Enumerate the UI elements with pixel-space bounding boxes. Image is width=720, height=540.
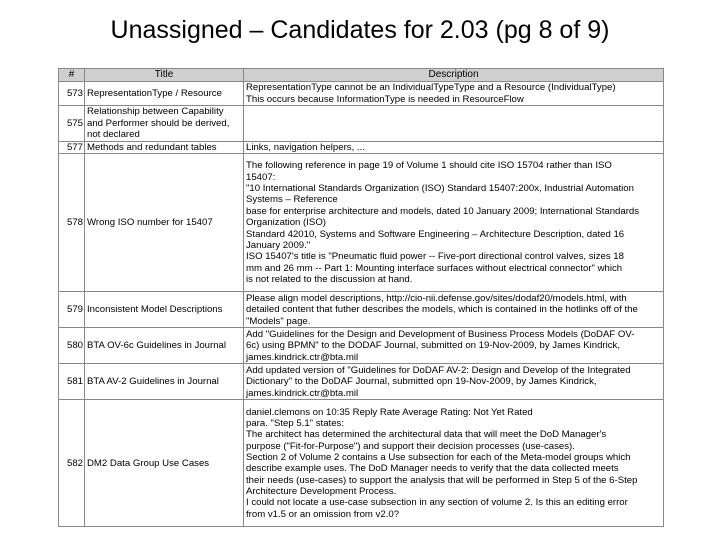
row-description (244, 82, 664, 106)
description-line: Organization (ISO) (246, 217, 326, 229)
title-line: RepresentationType / Resource (87, 87, 222, 99)
row-description (244, 154, 664, 292)
description-line: Add updated version of "Guidelines for DoDAF AV-2: Design and Develop of the Integrated (246, 364, 631, 376)
table-row (59, 328, 664, 364)
description-line: ISO 15407's title is "Pneumatic fluid power -- Five-port directional control valves, sizes 18 (246, 251, 624, 263)
row-description (244, 292, 664, 328)
row-title (85, 82, 244, 106)
row-description (244, 328, 664, 364)
row-title (85, 328, 244, 364)
description-line: 15407: (246, 171, 276, 183)
title-line: Wrong ISO number for 15407 (87, 217, 213, 229)
description-line: their needs (use-cases) to support the analysis that will be performed in Step 5 of the 6-Step (246, 474, 638, 486)
description-line: base for enterprise architecture and models, dated 10 January 2009; International Standards (246, 205, 640, 217)
row-title (85, 292, 244, 328)
description-line: 6c) using BPMN" to the DODAF Journal, submitted on 19-Nov-2009, by James Kindrick, (246, 340, 620, 352)
header-description: Description (244, 69, 664, 82)
description-line: The architect has determined the architectural data that will meet the DoD Manager's (246, 429, 607, 441)
table-row (59, 292, 664, 328)
description-line: from v1.5 or an omission from v2.0? (246, 508, 400, 520)
row-number: 573 (59, 82, 85, 106)
description-line: Architecture Development Process. (246, 486, 397, 498)
description-line: RepresentationType cannot be an IndividualTypeType and a Resource (IndividualType) (246, 82, 616, 94)
table-row (59, 142, 664, 154)
description-line: I could not locate a use-case subsection in any section of volume 2. Is this an editing error (246, 497, 628, 509)
row-number: 582 (59, 400, 85, 527)
table-body (59, 82, 664, 527)
title-line: Inconsistent Model Descriptions (87, 304, 223, 316)
candidates-table (58, 68, 664, 527)
row-description (244, 400, 664, 527)
description-line: The following reference in page 19 of Volume 1 should cite ISO 15704 rather than ISO (246, 160, 612, 172)
row-title (85, 364, 244, 400)
table-row (59, 154, 664, 292)
description-line: purpose ("Fit-for-Purpose") and support their decision processes (use-cases). (246, 440, 575, 452)
row-title (85, 154, 244, 292)
table-row (59, 400, 664, 527)
row-description (244, 364, 664, 400)
description-line: Systems – Reference (246, 194, 338, 206)
row-number: 580 (59, 328, 85, 364)
header-title: Title (85, 69, 244, 82)
row-description (244, 142, 664, 154)
description-line: mm and 26 mm -- Part 1: Mounting interface surfaces without electrical connector" which (246, 262, 623, 274)
row-title (85, 400, 244, 527)
title-line: and Performer should be derived, (87, 117, 230, 129)
row-title (85, 106, 244, 142)
row-number: 579 (59, 292, 85, 328)
title-line: Methods and redundant tables (87, 142, 217, 153)
description-line: is not related to the discussion at hand. (246, 273, 413, 285)
row-title (85, 142, 244, 154)
description-line: Links, navigation helpers, ... (246, 142, 365, 153)
title-line: DM2 Data Group Use Cases (87, 457, 210, 469)
description-line: This occurs because InformationType is needed in ResourceFlow (246, 93, 524, 105)
row-number: 581 (59, 364, 85, 400)
table-row (59, 106, 664, 142)
description-line: james.kindrick.ctr@bta.mil (246, 387, 359, 399)
description-line: January 2009." (246, 239, 311, 251)
description-line: "Models" page. (246, 315, 311, 327)
header-number: # (59, 69, 85, 82)
row-number: 578 (59, 154, 85, 292)
slide-title: Unassigned – Candidates for 2.03 (pg 8 of 9) (110, 16, 610, 44)
description-line: Section 2 of Volume 2 contains a Use subsection for each of the Meta-model groups which (246, 452, 631, 463)
row-description (244, 106, 664, 142)
title-line: not declared (87, 129, 140, 141)
description-line: daniel.clemons on 10:35 Reply Rate Average Rating: Not Yet Rated (246, 406, 533, 418)
title-line: BTA OV-6c Guidelines in Journal (87, 340, 227, 352)
description-line: Please align model descriptions, http://cio-nii.defense.gov/sites/dodaf20/models.html, with (246, 292, 627, 304)
description-line: detailed content that futher describes the models, which is contained in the hotlinks off of the (246, 304, 638, 316)
title-line: Relationship between Capability (87, 106, 224, 118)
description-line: describe example uses. The DoD Manager needs to verify that the data collected meets (246, 463, 619, 475)
description-line: Add "Guidelines for the Design and Development of Business Process Models (DoDAF OV- (246, 328, 635, 340)
description-line: "10 International Standards Organization (ISO) Standard 15407:200x, Industrial Automation (246, 183, 634, 195)
description-line: Dictionary" to the DoDAF Journal, submitted opn 19-Nov-2009, by James Kindrick, (246, 376, 597, 388)
row-number: 577 (59, 142, 85, 154)
row-number: 575 (59, 106, 85, 142)
description-line: james.kindrick.ctr@bta.mil (246, 351, 359, 363)
description-line: para. "Step 5.1" states: (246, 417, 345, 429)
table-row (59, 82, 664, 106)
table-row (59, 364, 664, 400)
description-line: Standard 42010, Systems and Software Engineering – Architecture Description, dated 16 (246, 228, 625, 240)
table-header-row (59, 69, 664, 82)
title-line: BTA AV-2 Guidelines in Journal (87, 376, 219, 388)
